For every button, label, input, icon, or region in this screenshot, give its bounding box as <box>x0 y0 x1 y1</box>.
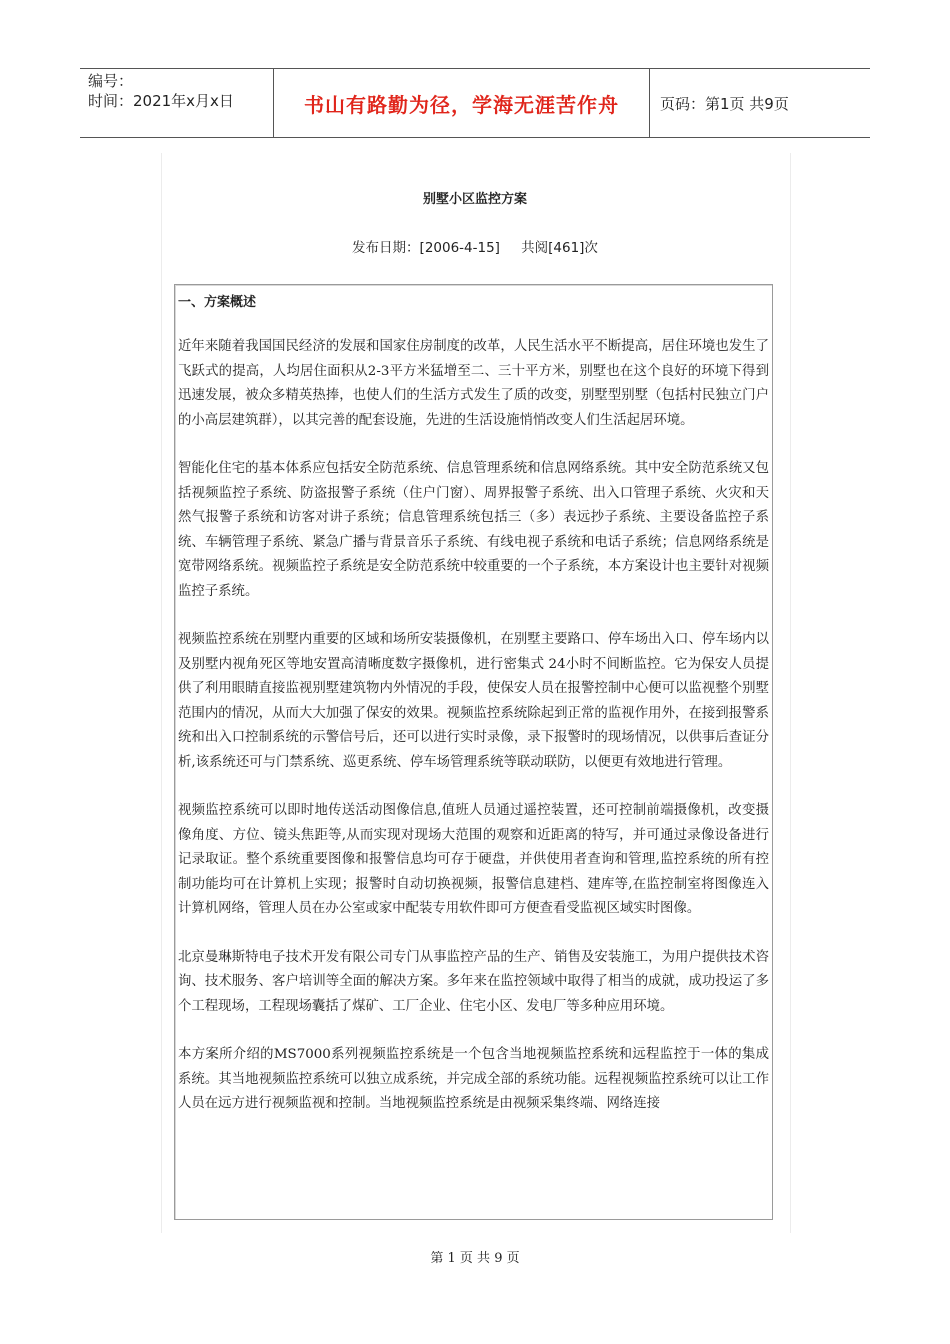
paragraph: 北京曼琳斯特电子技术开发有限公司专门从事监控产品的生产、销售及安装施工，为用户提供技术咨询、技术服务、客户培训等全面的解决方案。多年来在监控领域中取得了相当的成就，成功投运了多个工程现场，工程现场囊括了煤矿、工厂企业、住宅小区、发电厂等多种应用环境。 <box>178 949 769 1014</box>
document-header <box>80 68 870 138</box>
header-motto: 书山有路勤为径，学海无涯苦作舟 <box>273 69 650 137</box>
section-heading: 一、方案概述 <box>178 295 257 310</box>
paragraph: 本方案所介绍的MS7000系列视频监控系统是一个包含当地视频监控系统和远程监控于一体的集成系统。其当地视频监控系统可以独立成系统，并完成全部的系统功能。远程视频监控系统可以让工作人员在远方进行视频监视和控制。当地视频监控系统是由视频采集终端、网络连接 <box>178 1047 769 1111</box>
paragraph: 智能化住宅的基本体系应包括安全防范系统、信息管理系统和信息网络系统。其中安全防范系统又包括视频监控子系统、防盗报警子系统（住户门窗）、周界报警子系统、出入口管理子系统、火灾和天然气报警子系统和访客对讲子系统；信息管理系统包括三（多）表远抄子系统、主要设备监控子系统、车辆管理子系统、紧急广播与背景音乐子系统、有线电视子系统和电话子系统；信息网络系统是宽带网络系统。视频监控子系统是安全防范系统中较重要的一个子系统，本方案设计也主要针对视频监控子系统。 <box>178 461 769 599</box>
content-box <box>174 284 773 1220</box>
header-page-info: 页码：第1页 共9页 <box>660 94 789 113</box>
page-title: 别墅小区监控方案 <box>422 192 527 207</box>
publish-info <box>0 236 950 256</box>
paragraph: 近年来随着我国国民经济的发展和国家住房制度的改革，人民生活水平不断提高，居住环境也发生了飞跃式的提高，人均居住面积从2-3平方米猛增至二、三十平方米，别墅也在这个良好的环境下得到迅速发展，被众多精英热捧，也使人们的生活方式发生了质的改变，别墅型别墅（包括村民独立门户的小高层建筑群），以其完善的配套设施，先进的生活设施悄悄改变人们生活起居环境。 <box>178 339 769 428</box>
read-count: 共阅[461]次 <box>521 240 598 256</box>
header-meta <box>80 69 273 137</box>
publish-date: 发布日期：[2006-4-15] <box>352 240 500 256</box>
time-label: 时间：2021年x月x日 <box>88 92 234 110</box>
paragraph: 视频监控系统在别墅内重要的区域和场所安装摄像机，在别墅主要路口、停车场出入口、停车场内以及别墅内视角死区等地安置高清晰度数字摄像机，进行密集式 24小时不间断监控。它为保安人员提供了利用眼睛直接监视别墅建筑物内外情况的手段，使保安人员在报警控制中心便可以监视整个别墅范围内的情况，从而大大加强了保安的效果。视频监控系统除起到正常的监视作用外，在接到报警系统和出入口控制系统的示警信号后，还可以进行实时录像，录下报警时的现场情况，以供事后查证分析,该系统还可与门禁系统、巡更系统、停车场管理系统等联动联防，以便更有效地进行管理。 <box>178 632 769 770</box>
number-label: 编号： <box>88 72 134 90</box>
page-footer: 第 1 页 共 9 页 <box>430 1251 520 1266</box>
paragraph: 视频监控系统可以即时地传送活动图像信息,值班人员通过遥控装置，还可控制前端摄像机，改变摄像角度、方位、镜头焦距等,从而实现对现场大范围的观察和近距离的特写，并可通过录像设备进行记录取证。整个系统重要图像和报警信息均可存于硬盘，并供使用者查询和管理,监控系统的所有控制功能均可在计算机上实现；报警时自动切换视频，报警信息建档、建库等,在监控制室将图像连入计算机网络，管理人员在办公室或家中配装专用软件即可方便查看受监视区域实时图像。 <box>178 803 769 916</box>
